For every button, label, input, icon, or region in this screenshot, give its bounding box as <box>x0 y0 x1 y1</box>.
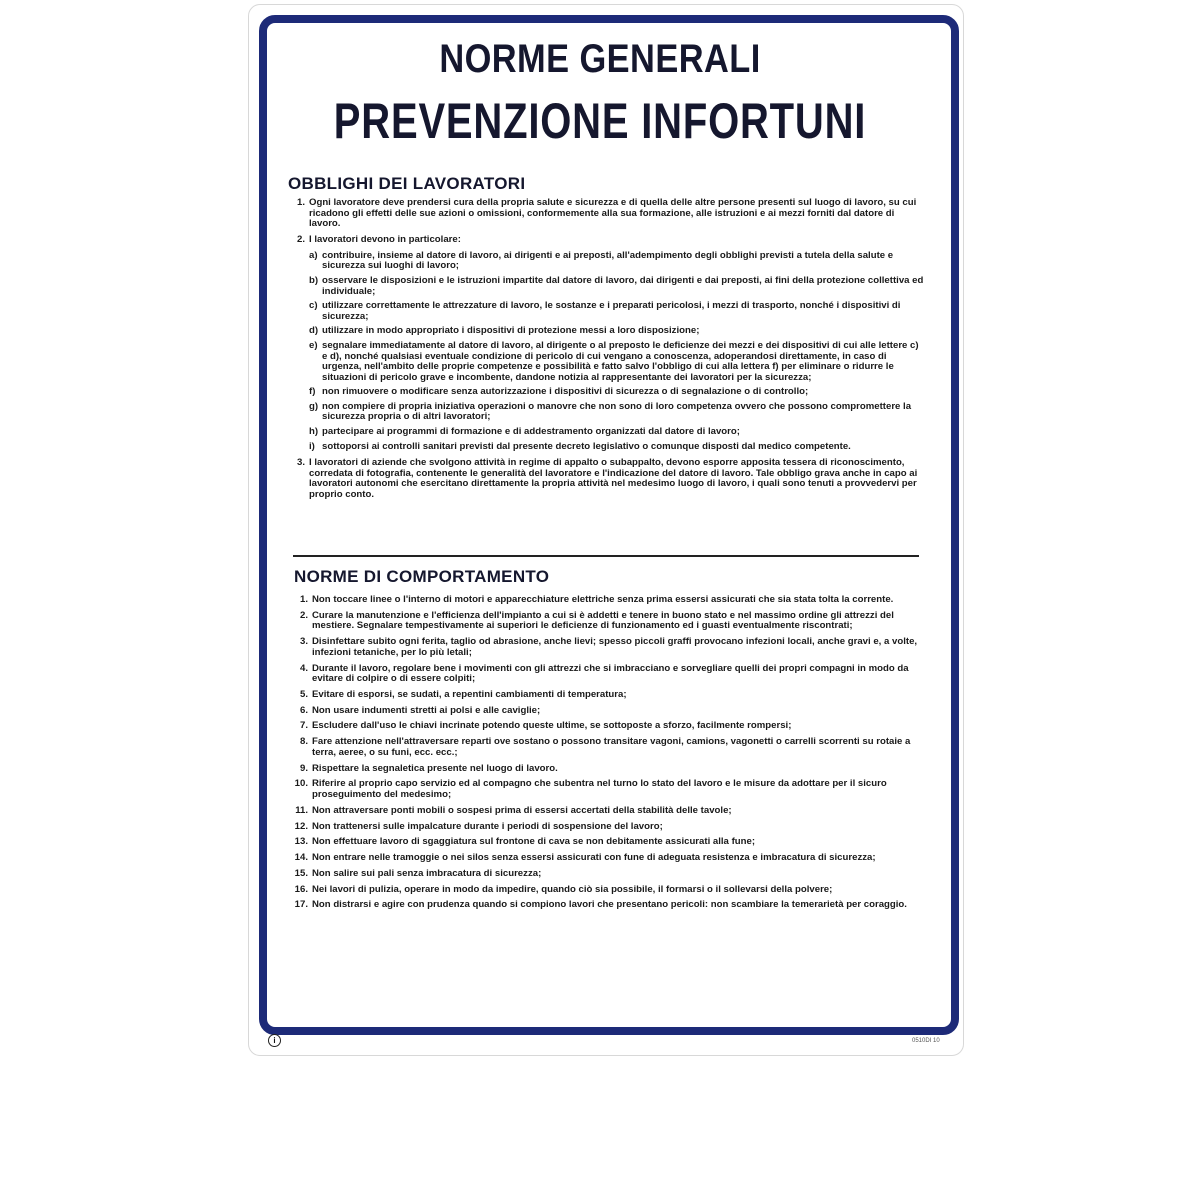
subitem-c <box>309 301 924 322</box>
item-text: Non salire sui pali senza imbracatura di sicurezza; <box>312 867 542 879</box>
item-text: Non effettuare lavoro di sgaggiatura sul frontone di cava se non debitamente assicurati alla fune; <box>312 836 756 848</box>
item-text: I lavoratori di aziende che svolgono attività in regime di appalto o subappalto, devono esporre apposita tessera di riconoscimento, corredata di fotografia, contenente le generalità del lavoratore e l'indicazione del datore di lavoro. Tale obbligo grava anche in capo ai lavoratori autonomi che esercitano direttamente la propria attività nel medesimo luogo di lavoro, i quali sono tenuti a provvedervi per proprio conto. <box>309 457 918 501</box>
subitem-text: partecipare ai programmi di formazione e di addestramento organizzati dal datore di lavoro; <box>322 426 740 438</box>
item-number: 6. <box>299 704 308 716</box>
item-text: Durante il lavoro, regolare bene i movimenti con gli attrezzi che si imbracciano e sorvegliare quelli dei propri compagni in modo da evitare di colpire o di essere colpiti; <box>312 662 909 685</box>
item-text: Riferire al proprio capo servizio ed al compagno che subentra nel turno lo stato del lavoro e le misure da adottare per il sicuro proseguimento del medesimo; <box>312 778 887 800</box>
subitem-text: sottoporsi ai controlli sanitari previsti dal presente decreto legislativo o comunque disposti dal medico competente. <box>322 440 851 452</box>
item-number: 3. <box>296 457 305 469</box>
obblighi-subitems <box>309 251 924 453</box>
subitem-e <box>309 341 924 383</box>
title-line-1: NORME GENERALI <box>439 37 761 81</box>
item-number: 9. <box>299 762 308 774</box>
norme-item-13 <box>292 837 924 848</box>
subitem-a <box>309 251 924 272</box>
section-divider <box>293 555 919 557</box>
subitem-letter: h) <box>309 426 319 438</box>
subitem-letter: d) <box>309 325 319 337</box>
item-number: 10. <box>294 778 308 790</box>
subitem-i <box>309 442 924 453</box>
norme-item-11 <box>292 806 924 817</box>
item-text: Ogni lavoratore deve prendersi cura della propria salute e sicurezza e di quella delle altre persone presenti sul luogo di lavoro, su cui ricadono gli effetti delle sue azioni o omissioni, conformemente alla sua formazione, alle istruzioni e ai mezzi forniti dal datore di lavoro. <box>309 197 917 230</box>
norme-item-8 <box>292 737 924 758</box>
subitem-text: contribuire, insieme al datore di lavoro, ai dirigenti e ai preposti, all'adempimento degli obblighi previsti a tutela della salute e sicurezza sui luoghi di lavoro; <box>322 249 894 272</box>
item-text: Non distrarsi e agire con prudenza quando si compiono lavori che presentano pericoli: non scambiare la temerarietà per coraggio. <box>312 899 907 911</box>
subitem-text: utilizzare in modo appropriato i dispositivi di protezione messi a loro disposizione; <box>322 325 700 337</box>
norme-item-1 <box>292 595 924 606</box>
obblighi-section <box>289 198 924 506</box>
norme-section <box>292 595 924 916</box>
item-text: Fare attenzione nell'attraversare reparti ove sostano o possono transitare vagoni, camions, vagonetti o carrelli scorrenti su rotaie a terra, aeree, o su funi, ecc. ecc.; <box>312 736 911 758</box>
subitem-letter: f) <box>309 386 316 398</box>
norme-item-9 <box>292 764 924 775</box>
item-number: 16. <box>294 883 308 895</box>
item-number: 1. <box>299 594 308 605</box>
item-number: 17. <box>294 899 308 911</box>
subitem-letter: b) <box>309 274 319 286</box>
item-number: 11. <box>295 804 308 816</box>
item-text: Non toccare linee o l'interno di motori e apparecchiature elettriche senza prima essersi assicurati che sia stata tolta la corrente. <box>312 594 894 605</box>
info-icon: i <box>268 1034 281 1047</box>
item-number: 7. <box>299 720 308 732</box>
item-number: 12. <box>294 820 308 832</box>
item-text: Escludere dall'uso le chiavi incrinate potendo queste ultime, se sottoposte a sforzo, facilmente rompersi; <box>312 720 792 732</box>
norme-item-12 <box>292 822 924 833</box>
item-text: Disinfettare subito ogni ferita, taglio od abrasione, anche lievi; spesso piccoli graffi provocano infezioni locali, anche gravi e, a volte, infezioni tetaniche, per lo più letali; <box>312 636 918 658</box>
subitem-d <box>309 326 924 337</box>
product-code: 0510DI 10 <box>912 1038 940 1044</box>
subitem-b <box>309 276 924 297</box>
item-number: 15. <box>294 867 308 879</box>
norme-item-2 <box>292 611 924 632</box>
item-number: 13. <box>294 836 308 848</box>
item-text: I lavoratori devono in particolare: <box>309 233 461 245</box>
subitem-letter: i) <box>309 440 315 452</box>
item-text: Rispettare la segnaletica presente nel luogo di lavoro. <box>312 762 558 774</box>
norme-item-14 <box>292 853 924 864</box>
subitem-text: segnalare immediatamente al datore di lavoro, al dirigente o al preposto le deficienze dei mezzi e dei dispositivi di cui alle lettere c) e d), nonché qualsiasi eventuale condizione di pericolo di cui vengano a conoscenza, adoperandosi direttamente, in caso di urgenza, nell'ambito delle proprie competenze e possibilità e fatto salvo l'obbligo di cui alla lettera f) per eliminare o ridurre le situazioni di pericolo grave e incombente, dandone notizia al rappresentante dei lavoratori per la sicurezza; <box>322 339 919 383</box>
item-number: 1. <box>296 197 305 208</box>
subitem-letter: g) <box>309 400 319 412</box>
item-number: 14. <box>294 852 308 864</box>
norme-item-7 <box>292 721 924 732</box>
item-text: Non usare indumenti stretti ai polsi e alle caviglie; <box>312 704 541 716</box>
item-text: Nei lavori di pulizia, operare in modo da impedire, quando ciò sia possibile, il formarsi o il sollevarsi della polvere; <box>312 883 833 895</box>
item-text: Non trattenersi sulle impalcature durante i periodi di sospensione del lavoro; <box>312 820 663 832</box>
obblighi-item-3 <box>289 458 924 500</box>
subitem-letter: e) <box>309 339 318 351</box>
subitem-g <box>309 402 924 423</box>
norme-item-3 <box>292 637 924 658</box>
norme-heading: NORME DI COMPORTAMENTO <box>294 567 550 586</box>
norme-item-15 <box>292 869 924 880</box>
item-number: 2. <box>296 233 305 245</box>
item-number: 2. <box>299 609 308 621</box>
norme-item-10 <box>292 779 924 800</box>
norme-item-16 <box>292 885 924 896</box>
subitem-letter: a) <box>309 249 318 261</box>
item-number: 4. <box>299 662 308 674</box>
subitem-text: osservare le disposizioni e le istruzioni impartite dal datore di lavoro, dai dirigenti e dai preposti, ai fini della protezione collettiva ed individuale; <box>322 274 924 297</box>
norme-item-4 <box>292 664 924 685</box>
obblighi-item-1 <box>289 198 924 230</box>
norme-item-17 <box>292 900 924 911</box>
norme-item-6 <box>292 706 924 717</box>
item-text: Non attraversare ponti mobili o sospesi prima di essersi accertati della stabilità delle tavole; <box>312 804 732 816</box>
item-text: Curare la manutenzione e l'efficienza dell'impianto a cui si è addetti e tenere in buono stato e nel massimo ordine gli attrezzi del mestiere. Segnalare tempestivamente ai superiori le deficienze di funzionamento ed i guasti eventualmente riscontrati; <box>312 609 894 632</box>
subitem-text: utilizzare correttamente le attrezzature di lavoro, le sostanze e i preparati pericolosi, i mezzi di trasporto, nonché i dispositivi di sicurezza; <box>322 300 901 322</box>
subitem-letter: c) <box>309 300 318 312</box>
subitem-text: non rimuovere o modificare senza autorizzazione i dispositivi di sicurezza o di segnalazione o di controllo; <box>322 386 809 398</box>
subitem-f <box>309 387 924 398</box>
obblighi-item-2 <box>289 235 924 246</box>
obblighi-heading: OBBLIGHI DEI LAVORATORI <box>288 174 526 193</box>
item-text: Evitare di esporsi, se sudati, a repentini cambiamenti di temperatura; <box>312 688 627 700</box>
norme-item-5 <box>292 690 924 701</box>
item-number: 8. <box>299 736 308 748</box>
subitem-text: non compiere di propria iniziativa operazioni o manovre che non sono di loro competenza ovvero che possono compromettere la sicurezza propria o di altri lavoratori; <box>322 400 912 423</box>
item-text: Non entrare nelle tramoggie o nei silos senza essersi assicurati con fune di adeguata resistenza e imbracatura di sicurezza; <box>312 852 876 864</box>
title-line-2: PREVENZIONE INFORTUNI <box>333 93 867 149</box>
subitem-h <box>309 427 924 438</box>
item-number: 5. <box>299 688 308 700</box>
item-number: 3. <box>299 636 308 648</box>
